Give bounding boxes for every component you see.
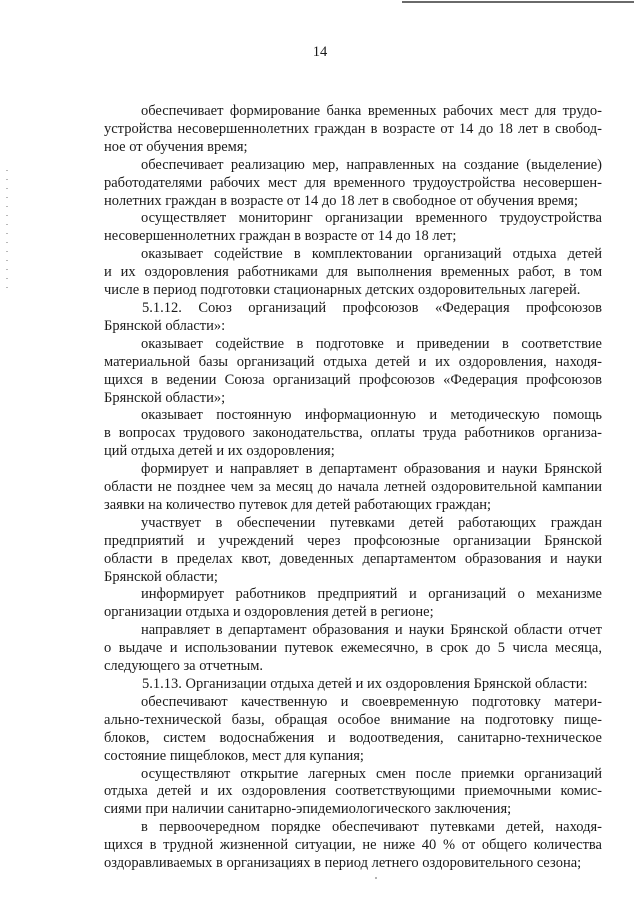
text-line: заявки на количество путевок для детей работающих граждан; bbox=[104, 496, 492, 513]
text-line: Брянской области»: bbox=[104, 317, 226, 334]
text-line: участвует в обеспечении путевками детей работающих граждан bbox=[141, 514, 602, 531]
paragraph bbox=[104, 676, 602, 694]
text-line: числе в период подготовки стационарных детских оздоровительных лагерей. bbox=[104, 282, 581, 299]
text-line: оказывает постоянную информационную и методическую помощь bbox=[141, 407, 602, 424]
paragraph bbox=[104, 300, 602, 336]
text-line: и их оздоровления работниками для выполнения временных работ, в том bbox=[104, 264, 602, 281]
text-line: обеспечивает реализацию мер, направленных на создание (выделение) bbox=[141, 156, 602, 173]
text-line: щихся в ведении Союза организаций профсоюзов «Федерация профсоюзов bbox=[104, 371, 602, 388]
text-line: осуществляют открытие лагерных смен после приемки организаций bbox=[141, 765, 602, 782]
text-line: Брянской области; bbox=[104, 568, 218, 585]
text-line: 5.1.12. Союз организаций профсоюзов «Федерация профсоюзов bbox=[142, 299, 602, 316]
text-line: оказывает содействие в подготовке и приведении в соответствие bbox=[141, 335, 602, 352]
text-line: осуществляет мониторинг организации временного трудоустройства bbox=[141, 210, 602, 227]
text-line: области не позднее чем за месяц до начала летней оздоровительной кампании bbox=[104, 479, 602, 496]
paragraph bbox=[104, 819, 602, 873]
paragraph bbox=[104, 157, 602, 211]
text-line: ций отдыха детей и их оздоровления; bbox=[104, 443, 335, 460]
paragraph bbox=[104, 766, 602, 820]
text-line: организации отдыха и оздоровления детей в регионе; bbox=[104, 604, 434, 621]
text-line: оздоравливаемых в организациях в период летнего оздоровительного сезона; bbox=[104, 855, 582, 872]
page-number: 14 bbox=[312, 44, 328, 60]
text-line: щихся в трудной жизненной ситуации, не ниже 40 % от общего количества bbox=[104, 837, 602, 854]
paragraph bbox=[104, 103, 602, 157]
text-line: оказывает содействие в комплектовании организаций отдыха детей bbox=[141, 246, 602, 263]
scan-top-rule bbox=[402, 1, 634, 3]
text-line: обеспечивает формирование банка временных рабочих мест для трудо- bbox=[141, 103, 602, 119]
paragraph bbox=[104, 407, 602, 461]
text-line: в вопросах трудового законодательства, оплаты труда работников организа- bbox=[104, 425, 602, 442]
scan-speck bbox=[375, 877, 377, 879]
paragraph bbox=[104, 246, 602, 300]
paragraph bbox=[104, 694, 602, 766]
document-body bbox=[104, 103, 602, 873]
paragraph bbox=[104, 622, 602, 676]
text-line: ное от обучения время; bbox=[104, 138, 248, 155]
text-line: материальной базы организаций отдыха детей и их оздоровления, находя- bbox=[104, 353, 602, 370]
text-line: о выдаче и использовании путевок ежемесячно, в срок до 5 числа месяца, bbox=[104, 640, 602, 657]
paragraph bbox=[104, 461, 602, 515]
text-line: отдыха детей и их оздоровления соответствующими приемочными комис- bbox=[104, 783, 602, 800]
text-line: состояние пищеблоков, мест для купания; bbox=[104, 747, 364, 764]
text-line: в первоочередном порядке обеспечивают путевками детей, находя- bbox=[141, 819, 602, 836]
text-line: 5.1.13. Организации отдыха детей и их оздоровления Брянской области: bbox=[142, 676, 588, 692]
text-line: устройства несовершеннолетних граждан в возрасте от 14 до 18 лет в свобод- bbox=[104, 120, 602, 137]
text-line: нолетних граждан в возрасте от 14 до 18 лет в свободное от обучения время; bbox=[104, 192, 578, 209]
text-line: области в пределах квот, доведенных департаментом образования и науки bbox=[104, 550, 602, 567]
text-line: блоков, систем водоснабжения и водоотведения, санитарно-техническое bbox=[104, 729, 602, 746]
text-line: сиями при наличии санитарно-эпидемиологического заключения; bbox=[104, 801, 512, 818]
text-line: Брянской области»; bbox=[104, 389, 226, 406]
paragraph bbox=[104, 210, 602, 246]
text-line: предприятий и учреждений через профсоюзные организации Брянской bbox=[104, 532, 602, 549]
scan-margin-dots bbox=[6, 170, 8, 290]
paragraph bbox=[104, 515, 602, 587]
text-line: ально-технической базы, обращая особое внимание на подготовку пище- bbox=[104, 711, 602, 728]
paragraph bbox=[104, 586, 602, 622]
text-line: работодателями рабочих мест для временного трудоустройства несовершен- bbox=[104, 174, 602, 191]
text-line: обеспечивают качественную и своевременную подготовку матери- bbox=[141, 693, 602, 710]
paragraph bbox=[104, 336, 602, 408]
text-line: формирует и направляет в департамент образования и науки Брянской bbox=[141, 461, 602, 478]
text-line: направляет в департамент образования и науки Брянской области отчет bbox=[141, 622, 602, 639]
text-line: следующего за отчетным. bbox=[104, 658, 263, 675]
text-line: несовершеннолетних граждан в возрасте от 14 до 18 лет; bbox=[104, 228, 457, 245]
text-line: информирует работников предприятий и организаций о механизме bbox=[141, 586, 602, 603]
